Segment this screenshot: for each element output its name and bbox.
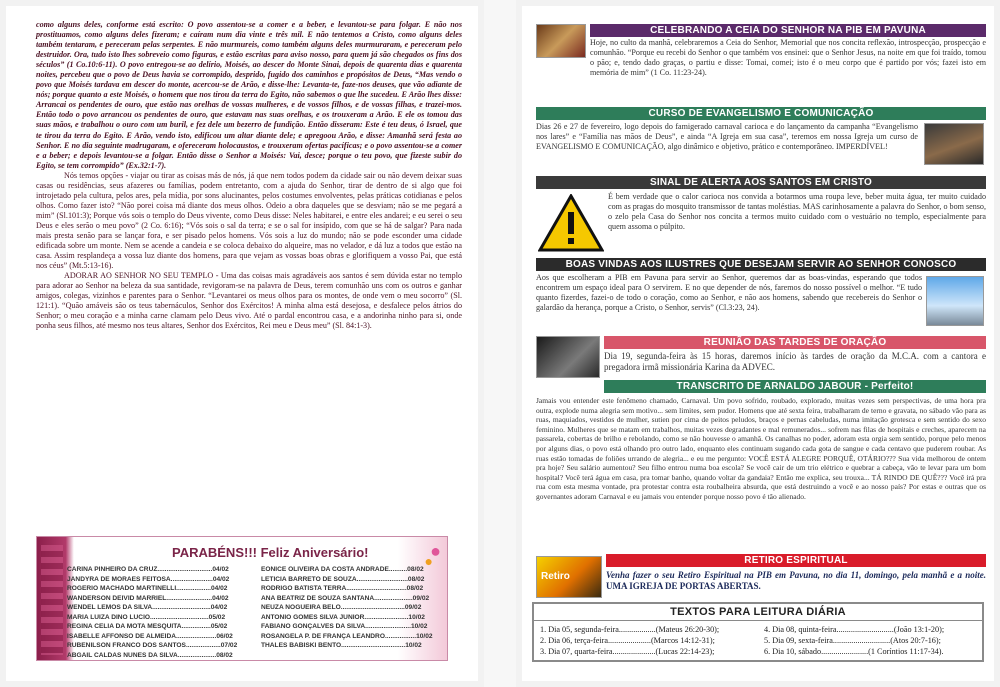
alerta-section [522,176,994,232]
page-gutter [484,0,516,687]
sermon-text [36,20,462,331]
retiro-section [522,554,994,592]
birthday-entry: RUBENILSON FRANCO DOS SANTOS...................07/02 [67,642,238,649]
curso-text: Dias 26 e 27 de fevereiro, logo depois do famigerado carnaval carioca e do lançamento da campanha “Evangelismo nos lares” e “Família nas mãos de Deus”, e ainda “A Igreja em sua casa”, teremos em nossa Igreja um curso de EVANGELISMO E COMUNICAÇÃO, algo dinâmico e objetivo, prático e contemporâneo. IMPERDÍVEL! [536,122,918,152]
sermon-paragraph-1: como alguns deles, conforme está escrito: O povo assentou-se a comer e a beber, e levantou-se para folgar. E não nos prostituamos, como alguns deles fizeram; e caíram num dia vinte e três mil. E não tentemos a Cristo, como alguns deles também tentaram, e pereceram pelas serpentes. E não murmureis, como também alguns deles murmuraram, e pereceram pelo destruidor. Ora, tudo isto lhes sobreveio como figuras, e estão escritas para aviso nosso, para quem já são chegados os fins dos séculos” (1 Co.10:6-11). O povo entregou-se ao delírio, Moisés, ao descer do Monte Sinai, depois de quarenta dias e quarenta noites, percebeu que o povo de Deus havia se corrompido, desprido, fugido dos caminhos e propósitos de Deus, “Mas vendo o povo que Moisés tardava em descer do monte, acercou-se de Arão, e disse-lhe: Levanta-te, faze-nos deuses, que vão adiante de nós; porque quanto a este Moisés, o homem que nos tirou da terra do Egito, não sabemos o que lhe sucedeu. E Arão lhes disse: Arrancai os pendentes de ouro, que estão nas orelhas de vossas mulheres, e de vossos filhos, e de vossas filhas, e trazei-mos. Então todo o povo arrancou os pendentes de ouro, que estavam nas suas orelhas, e os trouxeram a Arão. E ele os tomou das suas mãos, e trabalhou o ouro com um buril, e fez dele um bezerro de fundição. Então disseram: Este é teu deus, ó Israel, que te tirou da terra do Egito. E Arão, vendo isto, edificou um altar diante dele; e apregoou Arão, e disse: Amanhã será festa ao Senhor. E no dia seguinte madrugaram, e ofereceram holocaustos, e trouxeram ofertas pacíficas; e o povo assentou-se a comer e a beber; e depois levantou-se a folgar. Então disse o Senhor a Moisés: Vai, desce; porque o teu povo, que fizeste subir do Egito, se tem corrompido” (Ex.32:1-7). [36,20,462,170]
ceia-text: Hoje, no culto da manhã, celebraremos a Ceia do Senhor, Memorial que nos concita reflexão, introspecção, prospecção e comunhão. “Porque eu recebi do Senhor o que também vos ensinei: que o Senhor Jesus, na noite em que foi traído, tomou o pão; e, tendo dado graças, o partiu e disse: Tomai, comei; isto é o meu corpo que é partido por vós; fazei isto em memória de mim” (1 Co. 11:23-24). [590,38,986,78]
alerta-title: SINAL DE ALERTA AOS SANTOS EM CRISTO [536,176,986,189]
readings-title: TEXTOS PARA LEITURA DIÁRIA [670,606,846,618]
readings-list-2 [764,624,980,657]
birthday-entry: LETICIA BARRETO DE SOUZA............................08/02 [261,575,425,583]
reading-entry: 6. Dia 10, sábado.......................(1 Coríntios 11:17-34). [764,647,944,656]
birthday-entry: ISABELLE AFFONSO DE ALMEIDA......................06/02 [67,632,233,640]
curso-title: CURSO DE EVANGELISMO E COMUNICAÇÃO [536,107,986,120]
birthday-entry: CARINA PINHEIRO DA CRUZ..............................04/02 [67,566,229,573]
reuniao-text: Dia 19, segunda-feira às 15 horas, daremos início às tardes de oração da M.C.A. com a cantora e pregadora irmã missionária Karina da ADVEC. [604,351,986,372]
reading-entry: 1. Dia 05, segunda-feira..................(Mateus 26:20-30); [540,625,720,634]
birthday-entry: EONICE OLIVEIRA DA COSTA ANDRADE..........08/02 [261,566,424,573]
birthday-entry: ANA BEATRIZ DE SOUZA SANTANA.....................09/02 [261,594,430,602]
handshake-image [926,276,984,326]
birthday-entry: RODRIGO BATISTA TERRA.................................08/02 [261,585,424,592]
balloon-icon: ● [430,541,441,561]
alerta-text: É bem verdade que o calor carioca nos convida a botarmos uma roupa leve, beber muita água, ter muito cuidado com as pragas do mosquito transmissor de tantas moléstias. MAS carinhosamente a palavra do Senhor, o bom senso, o zelo pela Casa do Senhor nos concita a termos muito cuidado com o vestuário no templo, especialmente para quem assoma o púlpito. [608,192,986,232]
transcrito-section [522,380,994,502]
birthday-entry: NEUZA NOGUEIRA BELO...................................09/02 [261,604,422,611]
warning-icon [538,194,604,252]
boas-vindas-title: BOAS VINDAS AOS ILUSTRES QUE DESEJAM SERVIR AO SENHOR CONOSCO [536,258,986,271]
birthday-entry: ROSANGELA P. DE FRANÇA LEANDRO.................10/02 [261,632,433,640]
birthday-entry: ANTONIO GOMES SILVA JUNIOR........................10/02 [261,613,425,621]
right-page [522,6,994,681]
boas-vindas-section [522,258,994,313]
transcrito-title: TRANSCRITO DE ARNALDO JABOUR - Perfeito! [604,380,986,393]
reading-entry: 3. Dia 07, quarta-feira.....................(Lucas 22:14-23); [540,647,715,656]
birthday-entry: WENDEL LEMOS DA SILVA................................04/02 [67,604,228,611]
left-page [6,6,478,681]
retiro-text-emph: UMA IGREJA DE PORTAS ABERTAS. [606,581,761,591]
curso-section [522,107,994,152]
birthday-entry: MARIA LUIZA DINO LUCIO................................05/02 [67,613,226,621]
birthday-entry: ABGAIL CALDAS NUNES DA SILVA.....................08/02 [67,651,233,659]
retiro-image [536,556,602,598]
readings-box [532,602,984,662]
reuniao-section [522,336,994,373]
birthday-list-1 [67,565,257,660]
sermon-paragraph-2: Nós temos opções - viajar ou tirar as coisas más de nós, já que nem todos podem da cidade sair ou não devem deixar suas casas ou residências, seus afazeres ou famílias, podem entretanto, com a ajuda do Senhor, tirar de dentro de si algo que foi introjetado pela cultura, pelos ares, pela mídia, por sons alucinantes, pelos costumes envolventes, pelas práticas cotidianas e pelos olhos. Como fazer isto? “Não porei coisa má diante dos meus olhos. Odeio a obra daqueles que se desviam; não se me pegará a mim” (Sl.101:3); Porque vós sois o templo do Deus vivente, como Deus disse: Neles habitarei, e entre eles andarei; e eu serei o seu Deus e eles serão o meu povo” (2 Co. 6:16); “Vós sois o sal da terra; e se o sal for insípido, com que se há de salgar? Para nada mais presta senão para se lançar fora, e ser pisado pelos homens. Vós sois a luz do mundo; não se pode esconder uma cidade edificada sobre um monte. Nem se acende a candeia e se coloca debaixo do alqueire, mas no velador, e dá luz a todos que estão na casa. Assim resplandeça a vossa luz diante dos homens, para que vejam as vossas boas obras e glorifiquem a vosso Pai, que está nos céus” (Mt.5:13-16). [36,170,462,271]
birthday-entry: THALES BABISKI BENTO...................................10/02 [261,642,422,649]
birthday-entry: ROGERIO MACHADO MARTINELLI...................04/02 [67,585,228,592]
retiro-text-main: Venha fazer o seu Retiro Espiritual na PIB em Pavuna, no dia 11, domingo, pela manhã e a noite. [606,570,986,580]
ceia-title: CELEBRANDO A CEIA DO SENHOR NA PIB EM PAVUNA [590,24,986,37]
retiro-badge: Retiro [541,571,570,582]
decoration-ribbon [41,545,63,655]
curso-image [924,123,984,165]
prayer-image [536,336,600,378]
birthday-entry: JANDYRA DE MORAES FEITOSA.......................04/02 [67,575,230,583]
ceia-section [522,24,994,78]
sermon-paragraph-3: ADORAR AO SENHOR NO SEU TEMPLO - Uma das coisas mais agradáveis aos santos é sem dúvida estar no templo para adorar ao Senhor na beleza da sua santidade, revigoram-se na palavra de Deus, terem comunhão uns com os outros e ganhar amigos, colegas, vizinhos e parentes para o Senhor. “Levantarei os meus olhos para os montes, de onde vem o meu socorro” (Sl. 121:1). “Quão amáveis são os teus tabernáculos, Senhor dos Exércitos! A minha alma está desejosa, e desfalece pelos átrios do Senhor; o meu coração e a minha carne clamam pelo Deus vivo. Até o pardal encontrou casa, e a andorinha ninho para si, onde ponha seus filhos, até mesmo nos teus altares, Senhor dos Exércitos, Rei meu e Deus meu” (Sl. 84:1-3). [36,271,462,331]
birthday-title: PARABÉNS!!! Feliz Aniversário! [172,545,369,560]
retiro-title: RETIRO ESPIRITUAL [606,554,986,567]
readings-divider [534,620,982,621]
readings-list-1 [540,624,756,657]
reading-entry: 2. Dia 06, terça-feira.....................(Marcos 14:12-31); [540,636,715,645]
reading-entry: 4. Dia 08, quinta-feira............................(João 13:1-20); [764,625,945,634]
birthday-entry: REGINA CELIA DA MOTA MESQUITA................05/02 [67,623,228,630]
transcrito-text: Jamais vou entender este fenômeno chamado, Carnaval. Um povo sofrido, roubado, explorado, muitas vezes sem perspectivas, de uma hora pra outra, explode numa alegria sem motivo... sem limites, sem pudor. Homens que até sexta feira, trabalharam de terno e gravata, no sábado vão para as ruas, maquiados, vestidos de mulher, sutien por cima de peitos peludos, braços e pernas cabeludas, numa imitação grotesca e sem sentido do sexo feminino. Mulheres que se matam em trabalhos, muitas vezes degradantes e mal remunerados... sofrem nas filas de hospitais e creches, aparecem na passarela, cobertas de brilho e rebolando, como se não houvesse o amanhã. Os canalhas no poder, adoram esta orgia sem sentido, porque pelo menos por alguns dias, o povo está olhando pro outro lado, enquanto eles continuam sugando cada gota de sangue e cada centavo que puderem roubar. As ruas estão tomadas de foliões urrando de alegria... e eu me pergunto: VOCÊ ESTÁ ALEGRE PORQUÊ, OTÁRIO??? Sua vida melhorou de ontem pra hoje? Seu salário aumentou? Seu filho entrou numa boa escola? Se você cair de um trio elétrico e quebrar a cabeça, vão te levar para um bom hospital? Você terá água em casa, pra tomar banho, quando voltar da gandaia? Então me explica, seu trouxa... TÁ RINDO DE QUÊ??? Você irá pra rua com esta mesma vontade, pra protestar contra esta roubalheira absurda, que está destruindo a você e ao nosso país? Por estas e outras que os governantes adoram Carnaval e eu jamais vou entender porque nosso povo é tão alienado. [536,396,986,501]
balloon-icon-2: ● [424,555,433,570]
retiro-text [606,570,986,592]
birthday-entry: WANDERSON DEIVID MARRIEL.........................04/02 [67,594,229,602]
boas-vindas-text: Aos que escolheram a PIB em Pavuna para servir ao Senhor, queremos dar as boas-vindas, esperando que todos encontrem um espaço ideal para O servirem. E no que depender de nós, faremos do nosso possível o melhor. “E tudo quanto fizerdes, fazei-o de todo o coração, como ao Senhor, e não aos homens, sabendo que recebereis do Senhor o galardão da herança, porque a Cristo, o Senhor, servis” (Cl.3:23, 24). [536,273,922,313]
birthday-box [36,536,448,661]
reading-entry: 5. Dia 09, sexta-feira............................(Atos 20:7-16); [764,636,941,645]
reuniao-title: REUNIÃO DAS TARDES DE ORAÇÃO [604,336,986,349]
birthday-entry: FABIANO GONÇALVES DA SILVA.........................10/02 [261,623,428,630]
ceia-image [536,24,586,58]
birthday-list-2 [261,565,443,651]
